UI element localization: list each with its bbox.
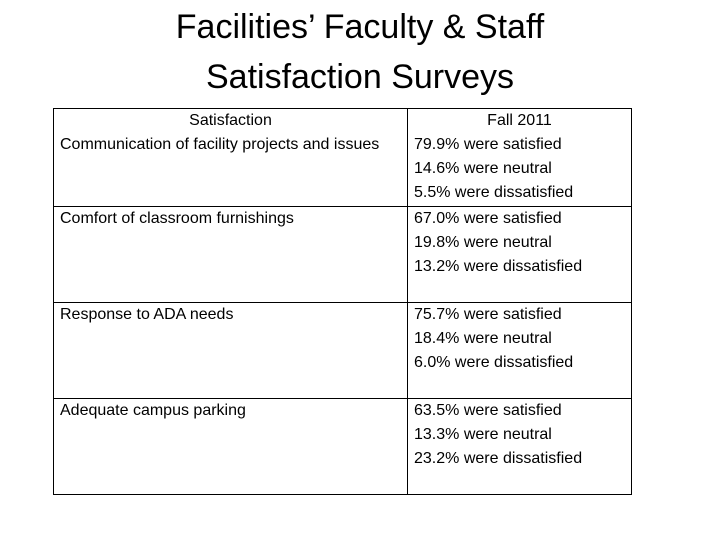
value-neutral: 13.3% were neutral xyxy=(414,426,552,443)
table-row xyxy=(54,109,632,207)
table-cell-values xyxy=(408,109,632,207)
value-neutral: 14.6% were neutral xyxy=(414,160,552,177)
title-line-2: Satisfaction Surveys xyxy=(205,58,515,96)
table-cell-values xyxy=(408,399,632,495)
row-label: Adequate campus parking xyxy=(60,402,246,419)
table-cell-values xyxy=(408,303,632,399)
table-row xyxy=(54,207,632,303)
table-row xyxy=(54,399,632,495)
row-label: Response to ADA needs xyxy=(60,306,234,323)
value-neutral: 18.4% were neutral xyxy=(414,330,552,347)
value-satisfied: 79.9% were satisfied xyxy=(414,136,562,153)
table-cell-label xyxy=(54,207,408,303)
value-dissatisfied: 23.2% were dissatisfied xyxy=(414,450,583,467)
table-cell-label xyxy=(54,399,408,495)
table-row xyxy=(54,303,632,399)
column-header-satisfaction: Satisfaction xyxy=(189,112,272,129)
table-cell-label xyxy=(54,109,408,207)
value-satisfied: 63.5% were satisfied xyxy=(414,402,562,419)
table-cell-values xyxy=(408,207,632,303)
value-neutral: 19.8% were neutral xyxy=(414,234,552,251)
title-line-1: Facilities’ Faculty & Staff xyxy=(175,8,545,46)
value-dissatisfied: 6.0% were dissatisfied xyxy=(414,354,574,371)
row-label: Communication of facility projects and issues xyxy=(60,136,380,153)
value-dissatisfied: 5.5% were dissatisfied xyxy=(414,184,574,201)
value-dissatisfied: 13.2% were dissatisfied xyxy=(414,258,583,275)
row-label: Comfort of classroom furnishings xyxy=(60,210,294,227)
survey-table xyxy=(53,108,632,495)
column-header-term: Fall 2011 xyxy=(487,112,552,129)
value-satisfied: 67.0% were satisfied xyxy=(414,210,562,227)
table-cell-label xyxy=(54,303,408,399)
page-title xyxy=(0,0,720,102)
value-satisfied: 75.7% were satisfied xyxy=(414,306,562,323)
